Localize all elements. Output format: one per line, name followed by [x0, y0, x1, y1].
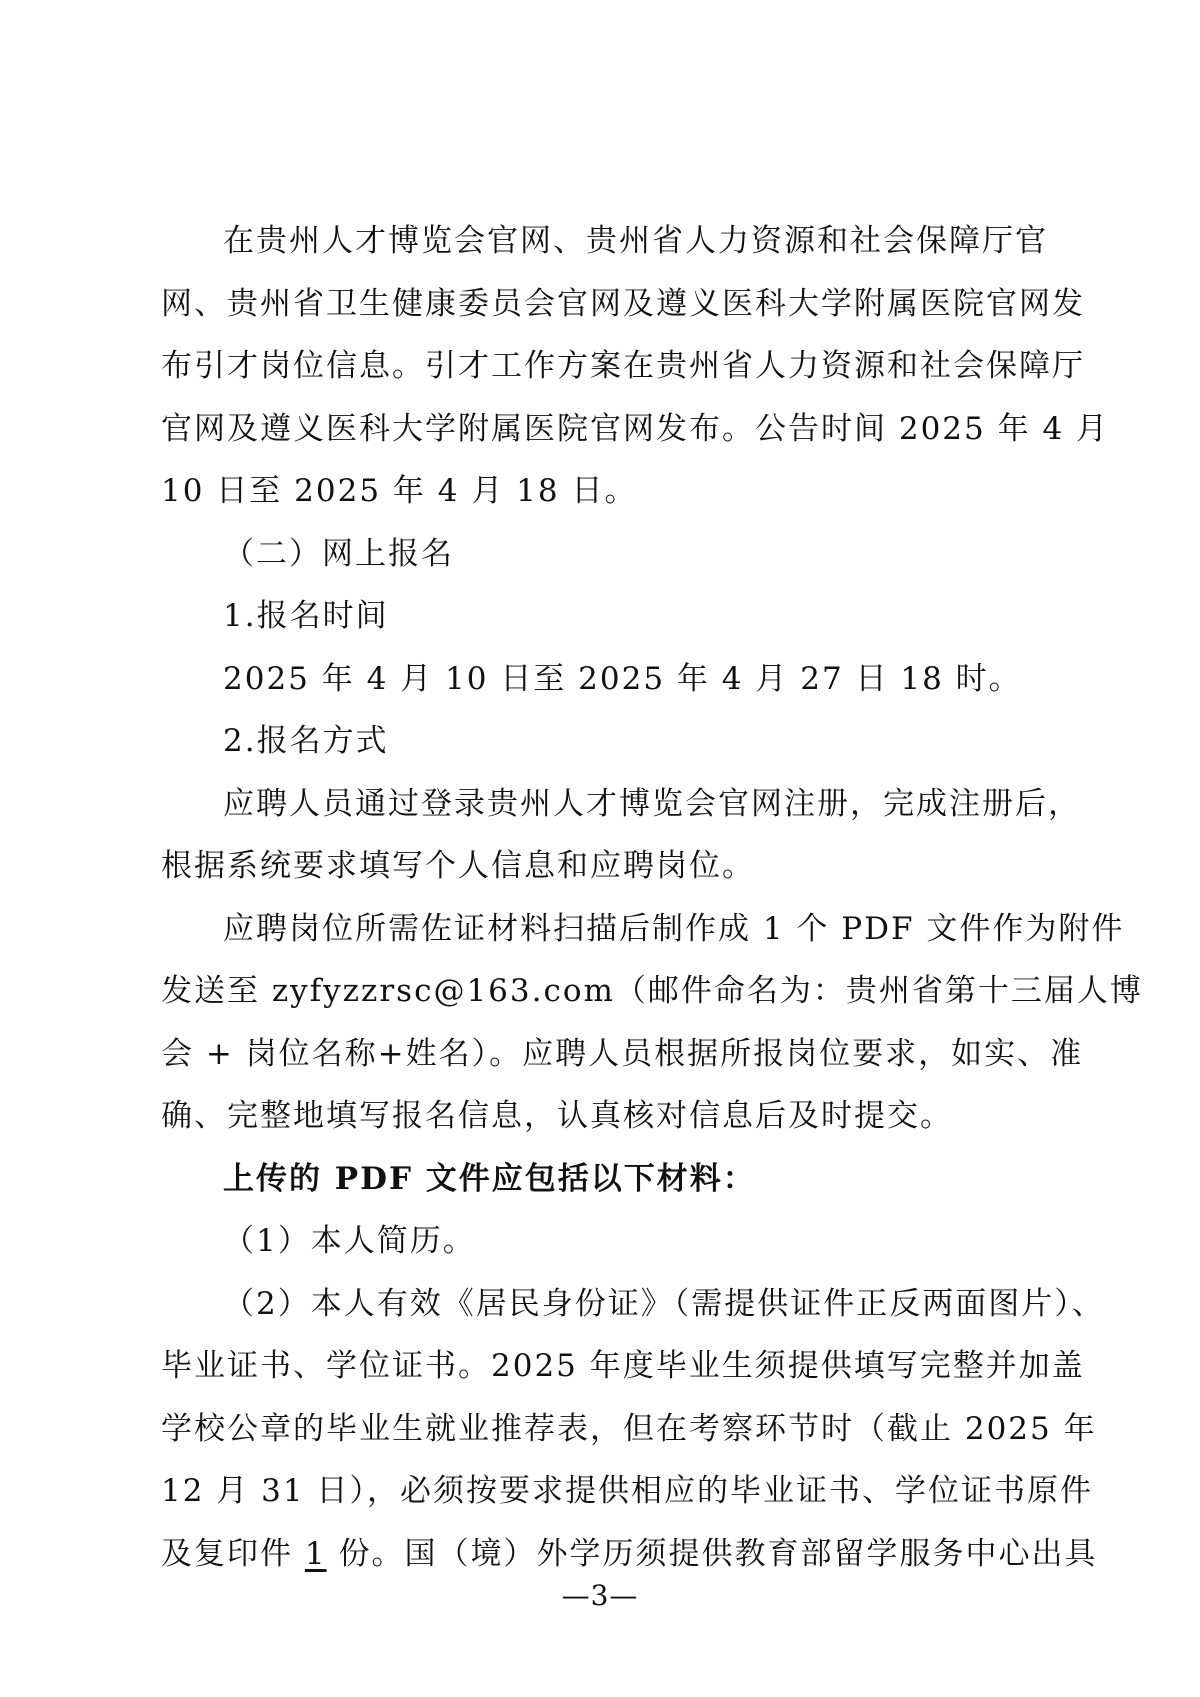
section-heading: （二）网上报名	[223, 535, 454, 572]
text-line: 布引才岗位信息。引才工作方案在贵州省人力资源和社会保障厅	[161, 348, 1085, 384]
text-fragment: 份。国（境）外学历须提供教育部留学服务中心出具	[326, 1535, 1098, 1572]
text-line	[161, 1523, 1098, 1586]
registration-period: 2025 年 4 月 10 日至 2025 年 4 月 27 日 18 时。	[223, 660, 1022, 697]
text-line: 毕业证书、学位证书。2025 年度毕业生须提供填写完整并加盖	[161, 1348, 1085, 1384]
text-line: 官网及遵义医科大学附属医院官网发布。公告时间 2025 年 4 月	[161, 410, 1110, 447]
text-line: 根据系统要求填写个人信息和应聘岗位。	[161, 848, 755, 884]
paragraph-id-documents	[161, 1273, 1105, 1586]
text-line: 确、完整地填写报名信息，认真核对信息后及时提交。	[161, 1098, 953, 1134]
text-line: 发送至 zyfyzzrsc@163.com（邮件命名为：贵州省第十三届人博	[161, 973, 1143, 1009]
text-line: 应聘人员通过登录贵州人才博览会官网注册，完成注册后，	[223, 785, 1081, 822]
text-line: 在贵州人才博览会官网、贵州省人力资源和社会保障厅官	[223, 223, 1048, 259]
list-item: （1）本人简历。	[223, 1223, 476, 1259]
text-line: 网、贵州省卫生健康委员会官网及遵义医科大学附属医院官网发	[161, 285, 1085, 322]
underlined-number: 1	[304, 1535, 327, 1572]
text-line: （2）本人有效《居民身份证》（需提供证件正反两面图片）、	[223, 1285, 1105, 1322]
materials-heading: 上传的 PDF 文件应包括以下材料：	[223, 1160, 756, 1197]
subsection-title: 1.报名时间	[223, 598, 389, 634]
text-line: 12 月 31 日），必须按要求提供相应的毕业证书、学位证书原件	[161, 1473, 1093, 1509]
subsection-title: 2.报名方式	[223, 723, 389, 759]
text-line: 会 + 岗位名称+姓名）。应聘人员根据所报岗位要求，如实、准	[161, 1035, 1084, 1072]
text-line: 学校公章的毕业生就业推荐表，但在考察环节时（截止 2025 年	[161, 1410, 1097, 1447]
document-body	[161, 210, 1143, 1585]
paragraph-materials-submission	[161, 898, 1143, 1148]
paragraph-publication-info	[161, 210, 1110, 523]
page-number: —3—	[561, 1579, 639, 1612]
text-line: 10 日至 2025 年 4 月 18 日。	[161, 473, 638, 509]
text-line: 应聘岗位所需佐证材料扫描后制作成 1 个 PDF 文件作为附件	[223, 910, 1125, 947]
paragraph-registration-method	[161, 773, 1081, 898]
text-fragment: 及复印件	[161, 1535, 305, 1572]
